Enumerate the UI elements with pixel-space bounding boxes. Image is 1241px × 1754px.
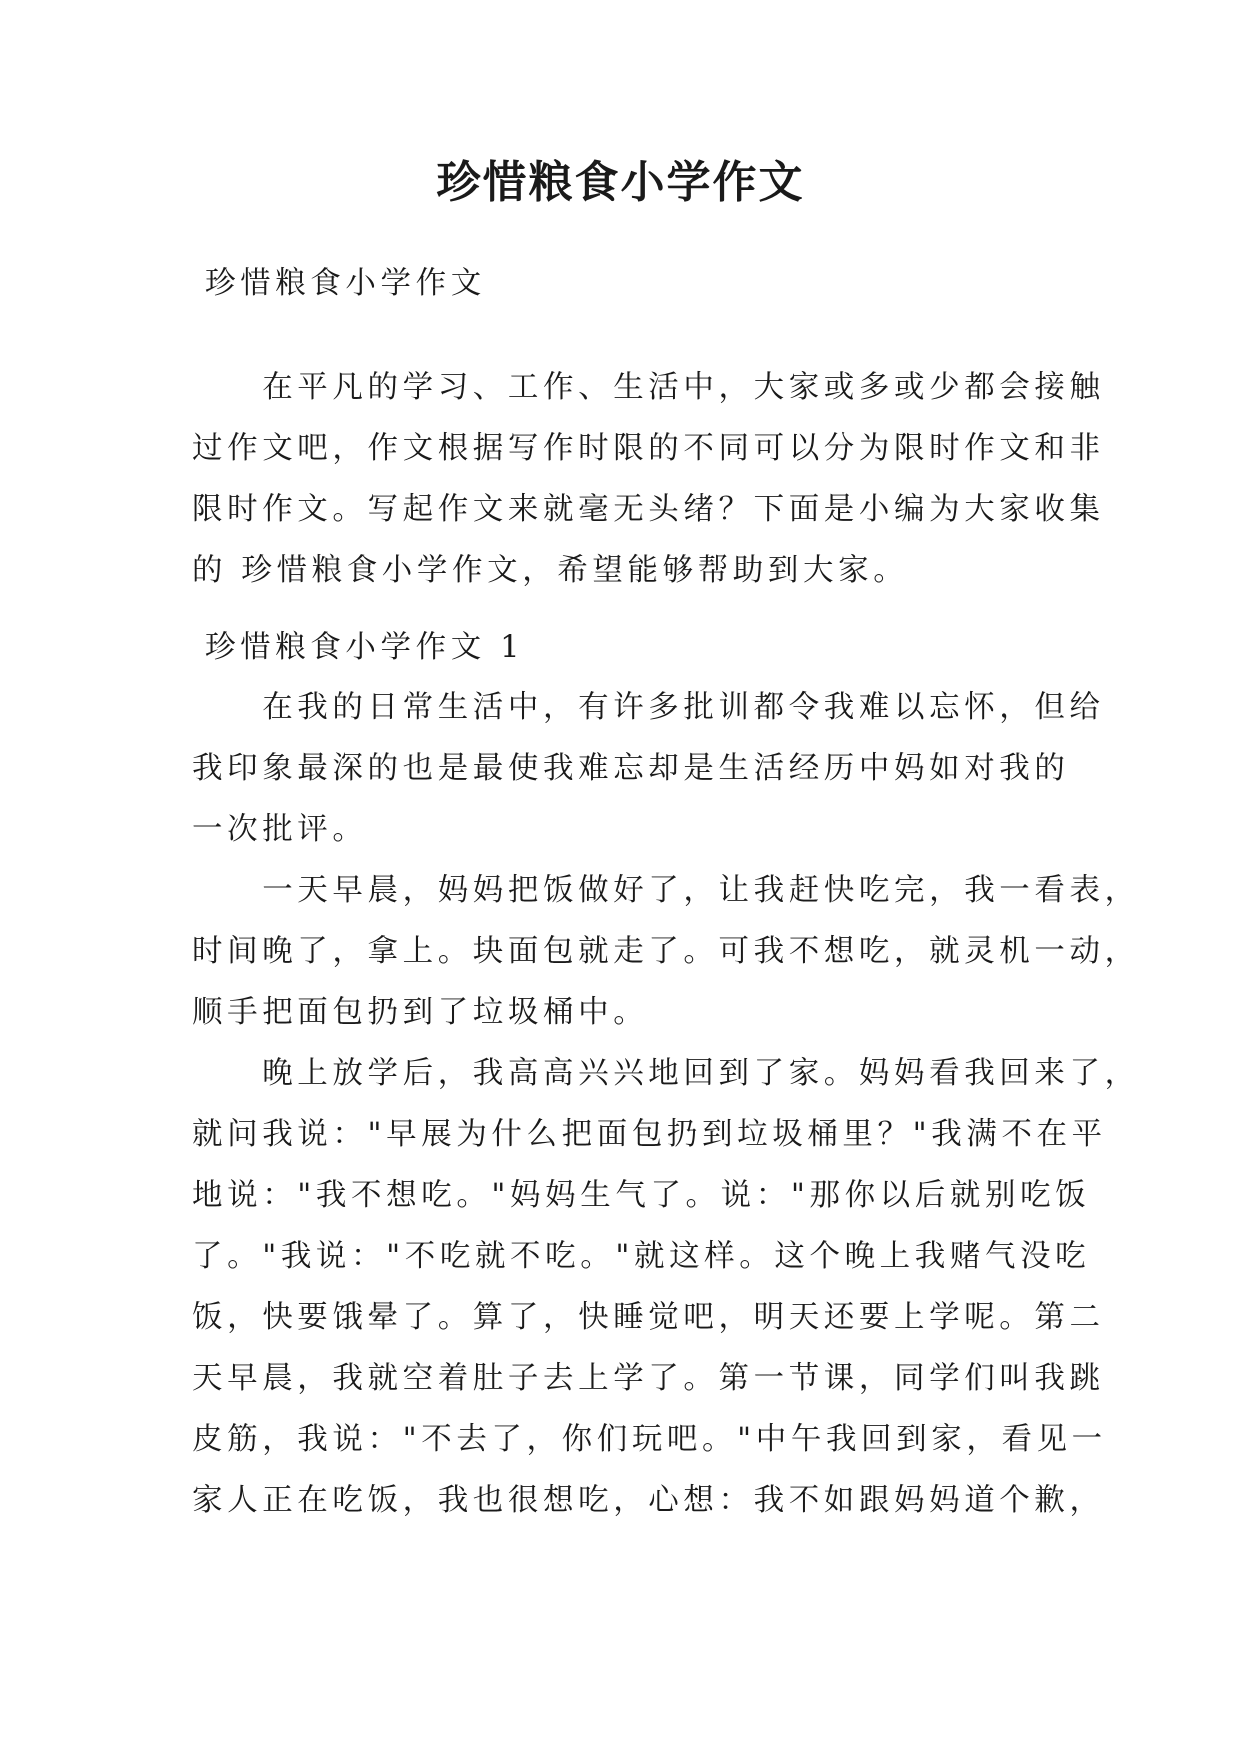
section-line: 一次批评。 [192, 812, 368, 847]
intro-paragraph [192, 357, 1105, 601]
section-line: 饭，快要饿晕了。算了，快睡觉吧，明天还要上学呢。第二 [192, 1300, 1105, 1335]
section-line: 皮筋，我说："不去了，你们玩吧。"中午我回到家，看见一 [192, 1422, 1107, 1457]
document-subtitle: 珍惜粮食小学作文 [205, 266, 486, 301]
section-body [192, 677, 1140, 1531]
section-line: 地说："我不想吃。"妈妈生气了。说："那你以后就别吃饭 [192, 1178, 1091, 1213]
intro-line: 过作文吧，作文根据写作时限的不同可以分为限时作文和非 [192, 431, 1105, 466]
document-title: 珍惜粮食小学作文 [436, 157, 805, 208]
section-line: 了。"我说："不吃就不吃。"就这样。这个晚上我赌气没吃 [192, 1239, 1091, 1274]
section-line: 就问我说："早展为什么把面包扔到垃圾桶里？"我满不在平 [192, 1117, 1107, 1152]
section-line: 晚上放学后，我高高兴兴地回到了家。妈妈看我回来了， [192, 1056, 1140, 1091]
section-line: 我印象最深的也是最使我难忘却是生活经历中妈如对我的 [192, 751, 1070, 786]
section-line: 天早晨，我就空着肚子去上学了。第一节课，同学们叫我跳 [192, 1361, 1105, 1396]
section-line: 时间晚了，拿上。块面包就走了。可我不想吃，就灵机一动， [192, 934, 1140, 969]
section-line: 一天早晨，妈妈把饭做好了，让我赶快吃完，我一看表， [192, 873, 1140, 908]
intro-line: 在平凡的学习、工作、生活中，大家或多或少都会接触 [192, 370, 1105, 405]
intro-line: 的 珍惜粮食小学作文，希望能够帮助到大家。 [192, 553, 909, 588]
section-heading: 珍惜粮食小学作文 1 [205, 630, 525, 665]
section-line: 家人正在吃饭，我也很想吃，心想：我不如跟妈妈道个歉， [192, 1483, 1105, 1518]
section-line: 顺手把面包扔到了垃圾桶中。 [192, 995, 649, 1030]
section-line: 在我的日常生活中，有许多批训都令我难以忘怀，但给 [192, 690, 1105, 725]
intro-line: 限时作文。写起作文来就毫无头绪？下面是小编为大家收集 [192, 492, 1105, 527]
